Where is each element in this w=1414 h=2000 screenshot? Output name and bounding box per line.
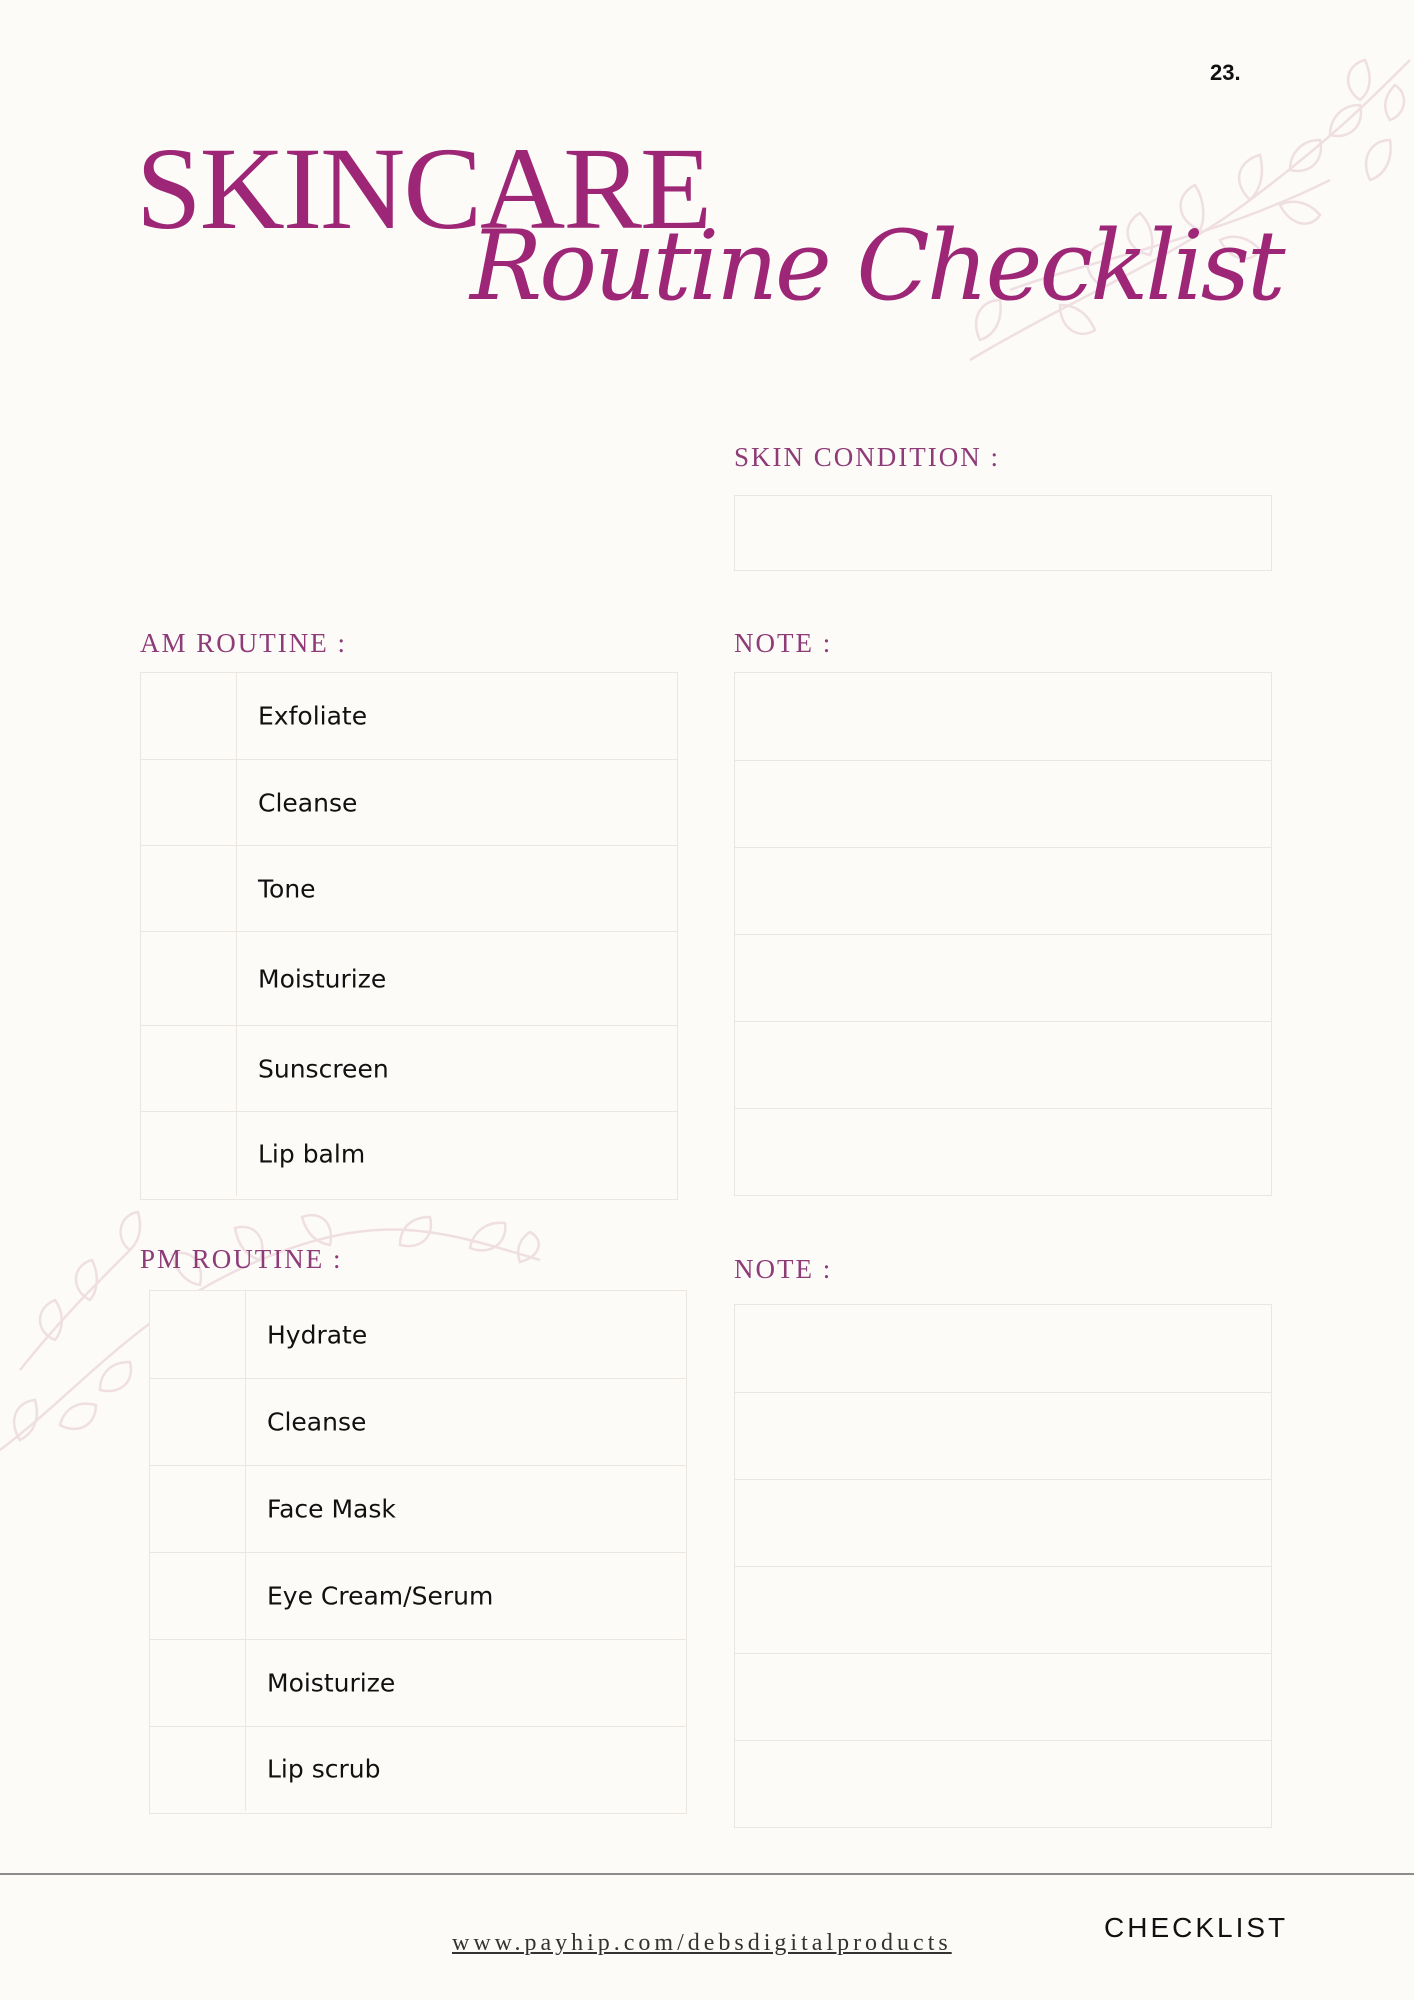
skin-condition-field[interactable]	[734, 495, 1272, 571]
checklist-item-label: Hydrate	[267, 1320, 368, 1349]
note-line[interactable]	[735, 673, 1271, 760]
checklist-item-label: Moisturize	[258, 964, 387, 993]
checkbox[interactable]	[141, 932, 237, 1025]
checkbox[interactable]	[150, 1553, 246, 1639]
checkbox[interactable]	[150, 1466, 246, 1552]
checkbox[interactable]	[141, 846, 237, 931]
checklist-item-label: Cleanse	[267, 1407, 367, 1437]
checklist-item-label: Exfoliate	[258, 701, 368, 731]
checklist-item-label: Eye Cream/Serum	[267, 1581, 494, 1611]
checklist-item-label: Cleanse	[258, 788, 358, 817]
note-line[interactable]	[735, 1740, 1271, 1825]
pm-note-lines	[734, 1304, 1272, 1828]
checkbox[interactable]	[141, 1026, 237, 1111]
pm-routine-checklist	[149, 1290, 687, 1814]
note-line[interactable]	[735, 1021, 1271, 1108]
checklist-row	[141, 759, 677, 845]
checklist-item-label: Face Mask	[267, 1494, 396, 1524]
checkbox[interactable]	[150, 1379, 246, 1465]
page-subtitle-script: Routine Checklist	[470, 210, 1283, 322]
checklist-row	[150, 1552, 686, 1639]
am-note-label: NOTE :	[734, 628, 833, 658]
checkbox[interactable]	[141, 1112, 237, 1196]
skin-condition-label: SKIN CONDITION :	[734, 442, 1000, 472]
footer-divider	[0, 1873, 1414, 1875]
checkbox[interactable]	[141, 673, 237, 759]
checkbox[interactable]	[150, 1291, 246, 1378]
page-title: SKINCARE	[136, 123, 711, 254]
checkbox[interactable]	[150, 1640, 246, 1726]
checklist-item-label: Lip balm	[258, 1139, 366, 1169]
checklist-item-label: Tone	[258, 874, 316, 903]
checklist-row	[150, 1378, 686, 1465]
am-routine-checklist	[140, 672, 678, 1200]
checklist-row	[141, 931, 677, 1025]
checklist-row	[150, 1726, 686, 1811]
checkbox[interactable]	[150, 1727, 246, 1811]
checklist-row	[141, 1025, 677, 1111]
checklist-row	[150, 1639, 686, 1726]
checklist-row	[141, 673, 677, 759]
note-line[interactable]	[735, 1479, 1271, 1566]
note-line[interactable]	[735, 847, 1271, 934]
checklist-row	[150, 1465, 686, 1552]
am-note-lines	[734, 672, 1272, 1196]
checklist-row	[141, 1111, 677, 1196]
checklist-row	[141, 845, 677, 931]
am-routine-label: AM ROUTINE :	[140, 628, 347, 658]
note-line[interactable]	[735, 1392, 1271, 1479]
note-line[interactable]	[735, 1653, 1271, 1740]
note-line[interactable]	[735, 1566, 1271, 1653]
pm-note-label: NOTE :	[734, 1254, 833, 1284]
footer-url-link[interactable]: www.payhip.com/debsdigitalproducts	[452, 1930, 952, 1956]
note-line[interactable]	[735, 1108, 1271, 1193]
page-number: 23.	[1210, 60, 1241, 85]
checklist-item-label: Sunscreen	[258, 1054, 389, 1083]
checklist-item-label: Moisturize	[267, 1668, 396, 1698]
note-line[interactable]	[735, 934, 1271, 1021]
footer-checklist-tag: CHECKLIST	[1104, 1912, 1289, 1943]
checkbox[interactable]	[141, 760, 237, 845]
note-line[interactable]	[735, 1305, 1271, 1392]
note-line[interactable]	[735, 760, 1271, 847]
checklist-row	[150, 1291, 686, 1378]
pm-routine-label: PM ROUTINE :	[140, 1244, 343, 1274]
checklist-item-label: Lip scrub	[267, 1754, 381, 1784]
